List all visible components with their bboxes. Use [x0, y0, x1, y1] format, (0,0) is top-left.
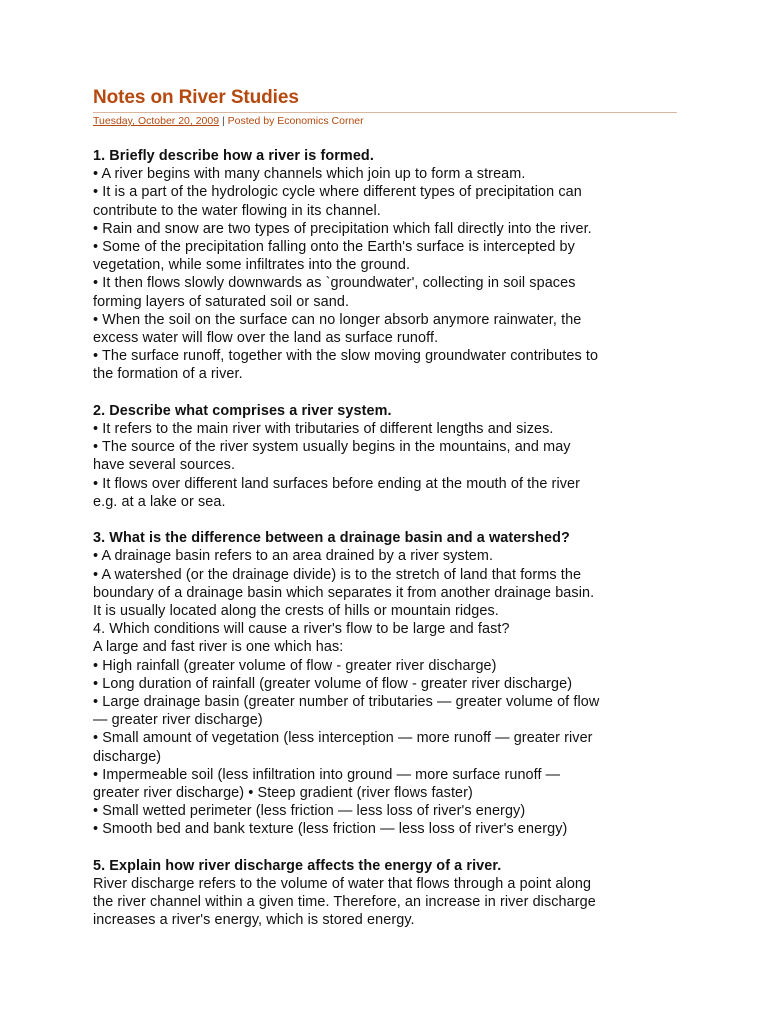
body-line: • Small wetted perimeter (less friction — less loss of river's energy) — [93, 803, 526, 820]
title-divider — [93, 112, 677, 113]
body-line: forming layers of saturated soil or sand. — [93, 293, 350, 310]
question-2: 2. Describe what comprises a river system. — [93, 402, 392, 419]
body-line: • A drainage basin refers to an area drained by a river system. — [93, 548, 494, 565]
post-title: Notes on River Studies — [93, 87, 299, 108]
body-line: the river channel within a given time. Therefore, an increase in river discharge — [93, 894, 596, 911]
body-line: It is usually located along the crests of hills or mountain ridges. — [93, 603, 499, 620]
body-line: • Long duration of rainfall (greater volume of flow - greater river discharge) — [93, 675, 573, 692]
body-line: • Some of the precipitation falling onto the Earth's surface is intercepted by — [93, 239, 575, 256]
question-5: 5. Explain how river discharge affects the energy of a river. — [93, 857, 502, 874]
body-line: increases a river's energy, which is stored energy. — [93, 912, 415, 929]
body-line: • It is a part of the hydrologic cycle where different types of precipitation can — [93, 184, 582, 201]
paragraph-gap — [93, 839, 677, 857]
paragraph-gap — [93, 384, 677, 402]
body-line: e.g. at a lake or sea. — [93, 493, 226, 510]
body-line: • When the soil on the surface can no longer absorb anymore rainwater, the — [93, 311, 582, 328]
body-line: • High rainfall (greater volume of flow - greater river discharge) — [93, 657, 497, 674]
body-line: discharge) — [93, 748, 162, 765]
body-line: • It then flows slowly downwards as `groundwater', collecting in soil spaces — [93, 275, 576, 292]
body-line: • Smooth bed and bank texture (less friction — less loss of river's energy) — [93, 821, 568, 838]
posted-by: Posted by Economics Corner — [227, 115, 364, 127]
question-3: 3. What is the difference between a drainage basin and a watershed? — [93, 530, 570, 547]
body-line: — greater river discharge) — [93, 712, 263, 729]
question-1: 1. Briefly describe how a river is formed. — [93, 148, 374, 164]
body-line: • Impermeable soil (less infiltration into ground — more surface runoff — — [93, 766, 561, 783]
body-line: • The surface runoff, together with the slow moving groundwater contributes to — [93, 348, 599, 365]
body-line: • Rain and snow are two types of precipitation which fall directly into the river. — [93, 220, 592, 237]
body-line: • It flows over different land surfaces before ending at the mouth of the river — [93, 475, 581, 492]
body-line: • A river begins with many channels which join up to form a stream. — [93, 166, 526, 183]
body-line: A large and fast river is one which has: — [93, 639, 344, 656]
body-line: vegetation, while some infiltrates into the ground. — [93, 257, 411, 274]
body-line: • It refers to the main river with tributaries of different lengths and sizes. — [93, 421, 554, 438]
body-line: boundary of a drainage basin which separates it from another drainage basin. — [93, 584, 595, 601]
body-line: • A watershed (or the drainage divide) is to the stretch of land that forms the — [93, 566, 582, 583]
post-date-link[interactable]: Tuesday, October 20, 2009 — [93, 115, 220, 127]
question-4: 4. Which conditions will cause a river's flow to be large and fast? — [93, 621, 510, 638]
body-line: have several sources. — [93, 457, 236, 474]
blog-post — [93, 86, 677, 930]
body-line: contribute to the water flowing in its channel. — [93, 202, 381, 219]
body-line: River discharge refers to the volume of water that flows through a point along — [93, 876, 592, 893]
post-body — [93, 147, 677, 930]
body-line: excess water will flow over the land as surface runoff. — [93, 330, 439, 347]
body-line: • The source of the river system usually begins in the mountains, and may — [93, 439, 571, 456]
meta-separator: | — [222, 115, 225, 127]
paragraph-gap — [93, 511, 677, 529]
body-line: • Small amount of vegetation (less interception — more runoff — greater river — [93, 730, 593, 747]
body-line: greater river discharge) • Steep gradient (river flows faster) — [93, 785, 473, 802]
body-line: the formation of a river. — [93, 366, 243, 383]
body-line: • Large drainage basin (greater number of tributaries — greater volume of flow — [93, 694, 600, 711]
post-meta — [93, 114, 677, 128]
